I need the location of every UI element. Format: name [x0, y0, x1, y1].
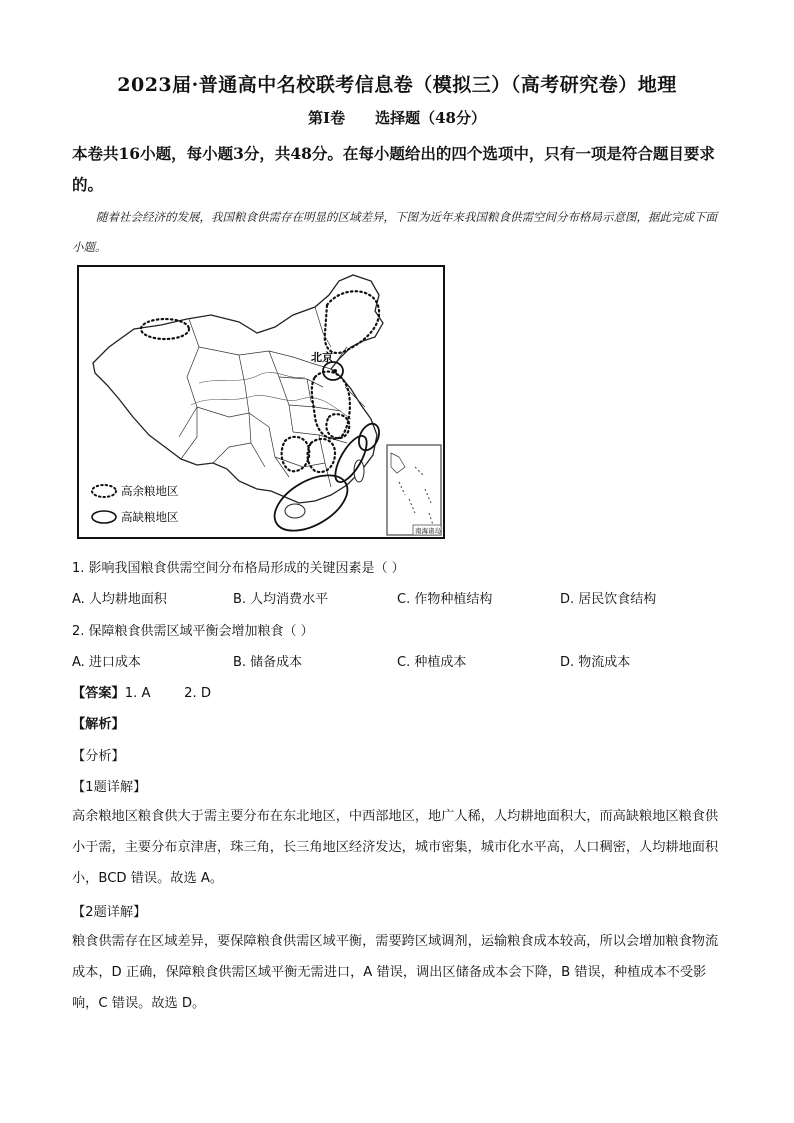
legend-label-surplus: 高余粮地区	[121, 484, 179, 498]
map-legend	[92, 484, 179, 524]
q2-option-a: A. 进口成本	[72, 655, 141, 670]
detail-1-text: 高余粮地区粮食供大于需主要分布在东北地区，中西部地区，地广人稀，人均耕地面积大，而高缺粮地区粮食供小于需，主要分布京津唐，珠三角，长三角地区经济发达，城市密集，城市化水平高，人口稠密，人均耕地面积小，BCD 错误。故选 A。	[72, 809, 719, 886]
q2-option-c: C. 种植成本	[397, 655, 467, 670]
inset-label: 南海诸岛	[415, 527, 441, 535]
answer-line	[72, 682, 211, 701]
question-1-stem: 1. 影响我国粮食供需空间分布格局形成的关键因素是（ ）	[72, 561, 405, 576]
section-label: 第Ⅰ卷	[308, 109, 346, 127]
analysis-label: 【解析】	[72, 717, 125, 732]
q1-option-c: C. 作物种植结构	[397, 592, 493, 607]
detail-1-label: 【1题详解】	[72, 780, 147, 795]
section-heading	[0, 107, 794, 128]
inset-map	[387, 445, 442, 535]
map-graphic	[79, 267, 443, 537]
surplus-regions	[141, 291, 379, 472]
answer-value: 1. A 2. D	[124, 686, 212, 701]
legend-swatch-solid	[92, 511, 116, 523]
page-title: 2023届·普通高中名校联考信息卷（模拟三）（高考研究卷）地理	[117, 74, 677, 96]
fenxi-label: 【分析】	[72, 749, 125, 764]
answer-label: 【答案】	[72, 686, 125, 701]
detail-2-label: 【2题详解】	[72, 905, 147, 920]
china-outline	[93, 275, 383, 503]
detail-2-text: 粮食供需存在区域差异，要保障粮食供需区域平衡，需要跨区域调剂，运输粮食成本较高，所以会增加粮食物流成本，D 正确，保障粮食供需区域平衡无需进口，A 错误，调出区储备成本会下降，B 错误，种植成本不受影响，C 错误。故选 D。	[72, 934, 719, 1011]
q2-option-d: D. 物流成本	[560, 655, 631, 670]
q1-option-d: D. 居民饮食结构	[560, 592, 657, 607]
legend-label-deficit: 高缺粮地区	[121, 510, 179, 524]
question-intro: 随着社会经济的发展，我国粮食供需存在明显的区域差异，下图为近年来我国粮食供需空间分布格局示意图，据此完成下面小题。	[72, 210, 717, 254]
q1-option-a: A. 人均耕地面积	[72, 592, 167, 607]
beijing-label: 北京	[311, 351, 333, 364]
legend-swatch-dotted	[92, 485, 116, 497]
q2-option-b: B. 储备成本	[233, 655, 303, 670]
q1-option-b: B. 人均消费水平	[233, 592, 329, 607]
china-grain-map	[77, 265, 445, 539]
question-2-stem: 2. 保障粮食供需区域平衡会增加粮食（ ）	[72, 624, 314, 639]
section-name: 选择题（48分）	[375, 109, 486, 127]
instructions: 本卷共16小题，每小题3分，共48分。在每小题给出的四个选项中，只有一项是符合题目要求的。	[72, 144, 715, 194]
